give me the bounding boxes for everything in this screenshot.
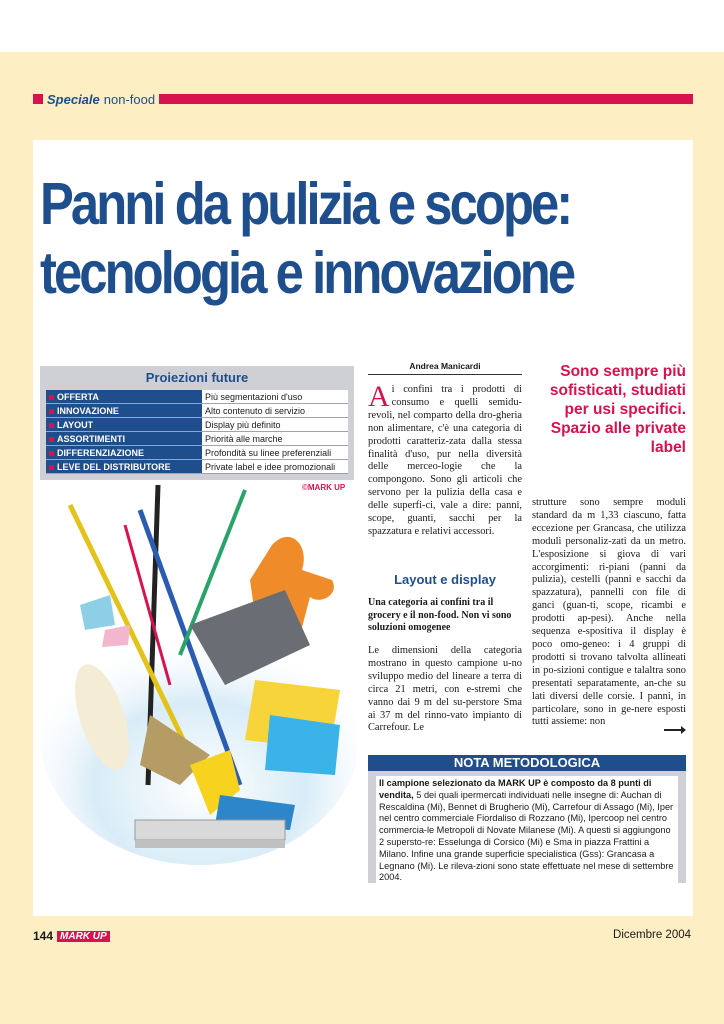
footer-date: Dicembre 2004 — [613, 929, 691, 941]
bullet-icon — [49, 451, 54, 456]
bullet-icon — [49, 437, 54, 442]
bullet-icon — [49, 395, 54, 400]
table-row — [46, 446, 348, 460]
table-row — [46, 432, 348, 446]
row-key: LAYOUT — [57, 419, 94, 430]
section-sublabel: non-food — [103, 91, 156, 107]
page-number: 144 — [33, 929, 54, 943]
footer-left — [33, 929, 110, 943]
floor-mop-pad — [135, 840, 285, 848]
brand-logo: MARK UP — [57, 931, 110, 942]
table-row — [46, 418, 348, 432]
row-key: LEVE DEL DISTRIBUTORE — [57, 461, 171, 472]
table-row — [46, 390, 348, 404]
cleaning-tools-illustration — [40, 485, 356, 865]
author-rule — [368, 374, 522, 375]
projections-box — [40, 366, 354, 480]
row-key: ASSORTIMENTI — [57, 433, 126, 444]
table-row — [46, 460, 348, 474]
methodology-lead: Il campione selezionato da MARK UP è composto da 8 punti di vendita, — [379, 778, 652, 800]
bullet-icon — [49, 409, 54, 414]
bullet-icon — [49, 423, 54, 428]
floor-mop — [135, 820, 285, 840]
headline-line-2: tecnologia e innovazione — [40, 240, 574, 306]
article-column-2: strutture sono sempre moduli standard da m 1,33 ciascuno, fatta eccezione per Grancasa, che utilizza moduli personaliz-zati da un metro. L'esposizione si giova di vari accorgimenti: ri-piani (panni da pulizia), cestelli (panni e sacchi da spazzatura), pannelli con file di ganci (guan-ti, scope, ricambi e prodotti ap-pesi). Anche nella sequenza e-spositiva il display è poco omo-geneo: i 4 gruppi di prodotti si trovano talvolta allineati in po-sizioni contigue e talaltra sono presentati separatamente, an-che su lati diversi delle corsie. I panni, in particolare, sono in ge-nere esposti tutti assieme: non — [532, 497, 686, 728]
row-key: INNOVAZIONE — [57, 405, 119, 416]
pull-quote: Sono sempre più sofisticati, studiati per usi specifici. Spazio alle private label — [549, 363, 686, 456]
author: Andrea Manicardi — [409, 361, 481, 371]
intro-text: i confini tra i prodotti di consumo e quelli semidu-revoli, nel comparto della dro-gheria non alimentare, c'è una categoria di prodotti caratteriz-zata dalla stessa finalità d'uso, pur nella diversità delle merceo-logie che la compongono. Sono gli articoli che servono per la pulizia della casa e delle superfi-ci, vale a dire: panni, scope, guanti, sacchi per la spazzatura e relativi accessori. — [368, 384, 522, 537]
projections-title: Proiezioni future — [145, 370, 249, 385]
methodology-body: 5 dei quali ipermercati individuati nelle insegne di: Auchan di Rescaldina (Mi), Bennet di Brugherio (Mi), Carrefour di Assago (Mi), Iper nel centro commerciale Fiordaliso di Rozzano (Mi), Ipercoop nel centro commercia-le Metropoli di Novate Milanese (Mi). A questi si aggiungono 2 supersto-re: Esselunga di Corsico (Mi) e Sma in piazza Frattini a Milano. Infine una grande superficie specialistica (Gss): Grancasa a Legnano (Mi). Le rileva-zioni sono state effettuate nel mese di settembre 2004. — [379, 789, 674, 883]
dropcap: A — [368, 380, 390, 413]
article-intro — [368, 380, 522, 539]
small-cloth-blue — [80, 595, 115, 630]
row-value: Più segmentazioni d'uso — [202, 390, 348, 404]
continue-arrow-icon — [664, 729, 684, 731]
section-label: Speciale — [47, 91, 100, 107]
projections-table — [46, 390, 348, 474]
row-value: Alto contenuto di servizio — [202, 404, 348, 418]
section-rule — [159, 94, 693, 104]
methodology-text — [376, 776, 678, 886]
bullet-icon — [49, 465, 54, 470]
row-key: OFFERTA — [57, 391, 99, 402]
headline-line-1: Panni da pulizia e scope: — [40, 171, 571, 237]
row-value: Private label e idee promozionali — [202, 460, 348, 474]
row-key: DIFFERENZIAZIONE — [57, 447, 144, 458]
blue-cloth — [265, 715, 340, 775]
row-value: Profondità su linee preferenziali — [202, 446, 348, 460]
row-value: Display più definito — [202, 418, 348, 432]
subhead: Layout e display — [394, 572, 496, 587]
section-header — [33, 92, 693, 106]
small-cloth-pink — [102, 625, 130, 647]
article-column-1: Le dimensioni della categoria mostrano in questo campione u-no sviluppo medio del lineare a terra di circa 21 metri, con e-stremi che vanno dai 9 m del su-perstore Sma ai 37 m del rinno-vato impianto di Carrefour. Le — [368, 645, 522, 734]
credit-label: ©MARK UP — [302, 483, 346, 492]
row-value: Priorità alle marche — [202, 432, 348, 446]
headline — [40, 170, 599, 308]
table-row — [46, 404, 348, 418]
methodology-box — [368, 755, 686, 883]
subhead-lead: Una categoria ai confini tra il grocery e il non-food. Non vi sono soluzioni omogenee — [368, 597, 512, 633]
methodology-title: NOTA METODOLOGICA — [368, 755, 686, 771]
section-square-icon — [33, 94, 43, 104]
